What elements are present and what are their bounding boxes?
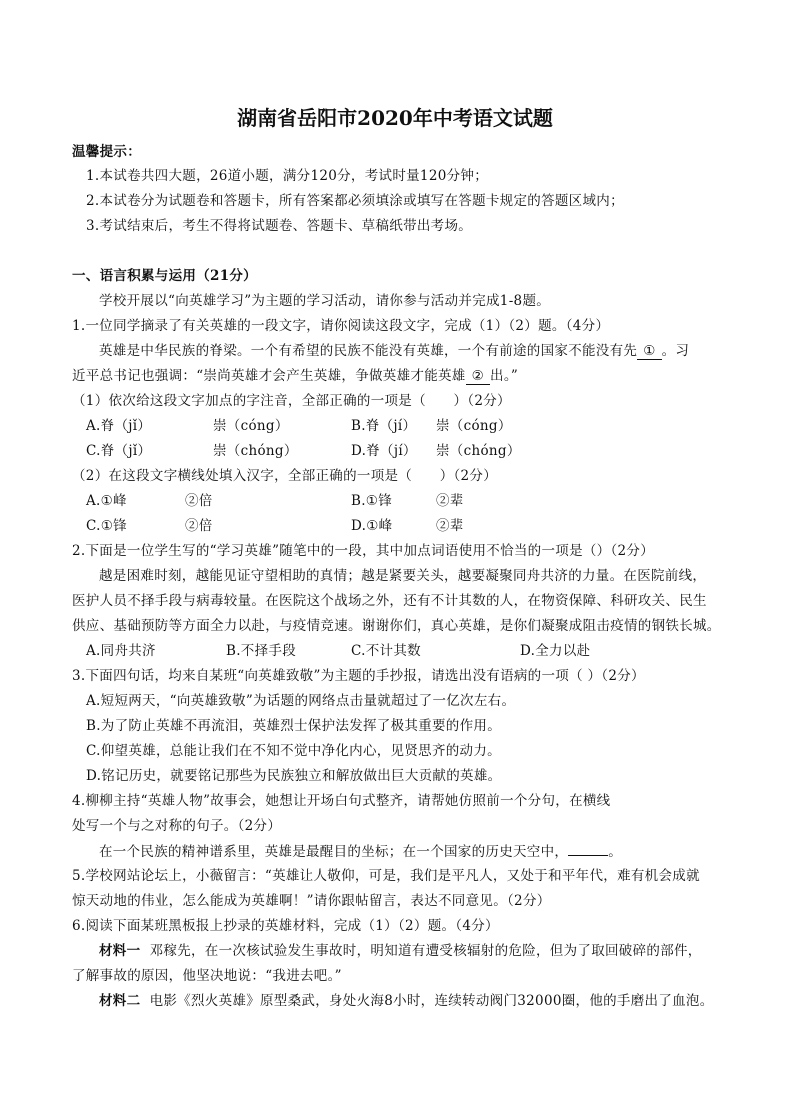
- q1-passage-d: 出。”: [490, 368, 519, 384]
- question-5-line-1: 5.学校网站论坛上，小薇留言：“英雄让人敬仰，可是，我们是平凡人，又处于和平年代，难有机会成就: [72, 868, 700, 884]
- q3-option-b: B.为了防止英雄不再流泪，英雄烈士保护法发挥了极其重要的作用。: [86, 718, 502, 734]
- question-4-line-1: 4.柳柳主持“英雄人物”故事会，她想让开场白句式整齐，请帮她仿照前一个分句，在横线: [72, 793, 611, 809]
- q2-option-d: D.全力以赴: [520, 643, 591, 659]
- q1-passage-line-2: [72, 366, 518, 386]
- material-2-line-1: [99, 991, 714, 1011]
- q3-option-a: A.短短两天，“向英雄致敬”为话题的网络点击量就超过了一亿次左右。: [86, 693, 516, 709]
- question-2: 2.下面是一位学生写的“学习英雄”随笔中的一段，其中加点词语使用不恰当的一项是（）（2分）: [72, 543, 655, 559]
- q4-sentence-text: 在一个民族的精神谱系里，英雄是最醒目的坐标；在一个国家的历史天空中，: [99, 844, 569, 860]
- q1-1-option-d: D.脊（jí）: [351, 443, 417, 459]
- q1-2-option-a-2: ②倍: [185, 493, 213, 509]
- q1-blank-2: ②: [466, 368, 490, 385]
- question-6: 6.阅读下面某班黑板报上抄录的英雄材料，完成（1）（2）题。（4分）: [72, 918, 499, 934]
- q1-1-option-a: A.脊（jǐ）: [86, 418, 152, 434]
- q1-2-option-b-2: ②辈: [436, 493, 464, 509]
- q2-option-c: C.不计其数: [351, 643, 421, 659]
- question-3: 3.下面四句话，均来自某班“向英雄致敬”为主题的手抄报，请选出没有语病的一项（ ）（2分）: [72, 668, 645, 684]
- material-2-text-a: 电影《烈火英雄》原型桑武，身处火海8小时，连续转动阀门32000圈，他的手磨出了血泡。: [149, 993, 714, 1009]
- material-1-line-1: [99, 941, 702, 961]
- q1-passage-c: 近平总书记也强调：“崇尚英雄才会产生英雄，争做英雄才能英雄: [72, 368, 466, 384]
- q1-passage-line-1: [99, 341, 689, 361]
- q1-1-option-d-2: 崇（chóng）: [436, 443, 521, 459]
- q1-1-option-b: B.脊（jí）: [351, 418, 417, 434]
- material-2-label: 材料二: [99, 993, 141, 1009]
- q1-passage-b: 。习: [661, 343, 690, 359]
- q3-option-d: D.铭记历史，就要铭记那些为民族独立和解放做出巨大贡献的英雄。: [86, 768, 502, 784]
- q1-1-option-b-2: 崇（cóng）: [436, 418, 512, 434]
- q1-2-option-c: C.①锋: [86, 518, 127, 534]
- q1-2-option-b: B.①锋: [351, 493, 393, 509]
- q2-passage-line-1: 越是困难时刻，越能见证守望相助的真情；越是紧要关头，越要凝聚同舟共济的力量。在医院前线，: [99, 568, 707, 584]
- intro: 学校开展以“向英雄学习”为主题的学习活动，请你参与活动并完成1-8题。: [99, 293, 551, 309]
- question-4-line-2: 处写一个与之对称的句子。（2分）: [72, 818, 282, 834]
- tip-2: 2.本试卷分为试题卷和答题卡，所有答案都必须填涂或填写在答题卡规定的答题区域内；: [86, 193, 624, 209]
- exam-title: 湖南省岳阳市2020年中考语文试题: [237, 106, 553, 130]
- section-1-heading: 一、语言积累与运用（21分）: [72, 268, 257, 284]
- q2-option-b: B.不择手段: [226, 643, 297, 659]
- question-1-2: （2）在这段文字横线处填入汉字，全部正确的一项是（ ）（2分）: [72, 468, 498, 484]
- q2-passage-line-2: 医护人员不择手段与病毒较量。在医院这个战场之外，还有不计其数的人，在物资保障、科研攻关、民生: [72, 593, 707, 609]
- q1-2-option-a: A.①峰: [86, 493, 127, 509]
- tips-heading: 温馨提示：: [72, 144, 141, 160]
- question-1: 1.一位同学摘录了有关英雄的一段文字，请你阅读这段文字，完成（1）（2）题。（4分）: [72, 318, 610, 334]
- q1-2-option-d-2: ②辈: [436, 518, 464, 534]
- material-1-line-2: 了解事故的原因，他坚决地说：“我进去吧。”: [72, 968, 342, 984]
- q2-option-a: A.同舟共济: [86, 643, 156, 659]
- q3-option-c: C.仰望英雄，总能让我们在不知不觉中净化内心，见贤思齐的动力。: [86, 743, 501, 759]
- q1-2-option-c-2: ②倍: [185, 518, 213, 534]
- q1-passage-a: 英雄是中华民族的脊梁。一个有希望的民族不能没有英雄，一个有前途的国家不能没有先: [99, 343, 638, 359]
- tip-1: 1.本试卷共四大题，26道小题，满分120分，考试时量120分钟；: [86, 168, 488, 184]
- q1-1-option-a-2: 崇（cóng）: [213, 418, 289, 434]
- q1-1-option-c: C.脊（jǐ）: [86, 443, 152, 459]
- question-5-line-2: 惊天动地的伟业，怎么能成为英雄啊！”请你跟帖留言，表达不同意见。（2分）: [72, 893, 551, 909]
- material-1-text-a: 邓稼先，在一次核试验发生事故时，明知道有遭受核辐射的危险，但为了取回破碎的部件，: [149, 943, 702, 959]
- q1-1-option-c-2: 崇（chóng）: [213, 443, 298, 459]
- q4-sentence-end: 。: [608, 844, 623, 860]
- question-1-1: （1）依次给这段文字加点的字注音，全部正确的一项是（ ）（2分）: [72, 393, 511, 409]
- q1-blank-1: ①: [637, 343, 661, 360]
- tip-3: 3.考试结束后，考生不得将试题卷、答题卡、草稿纸带出考场。: [86, 218, 473, 234]
- q1-2-option-d: D.①峰: [351, 518, 393, 534]
- q4-sentence: [99, 841, 622, 862]
- q4-answer-blank: [568, 841, 608, 856]
- q2-passage-line-3: 供应、基础预防等方面全力以赴，与疫情竞速。谢谢你们，真心英雄，是你们凝聚成阻击疫情的钢铁长城。: [72, 618, 721, 634]
- material-1-label: 材料一: [99, 943, 141, 959]
